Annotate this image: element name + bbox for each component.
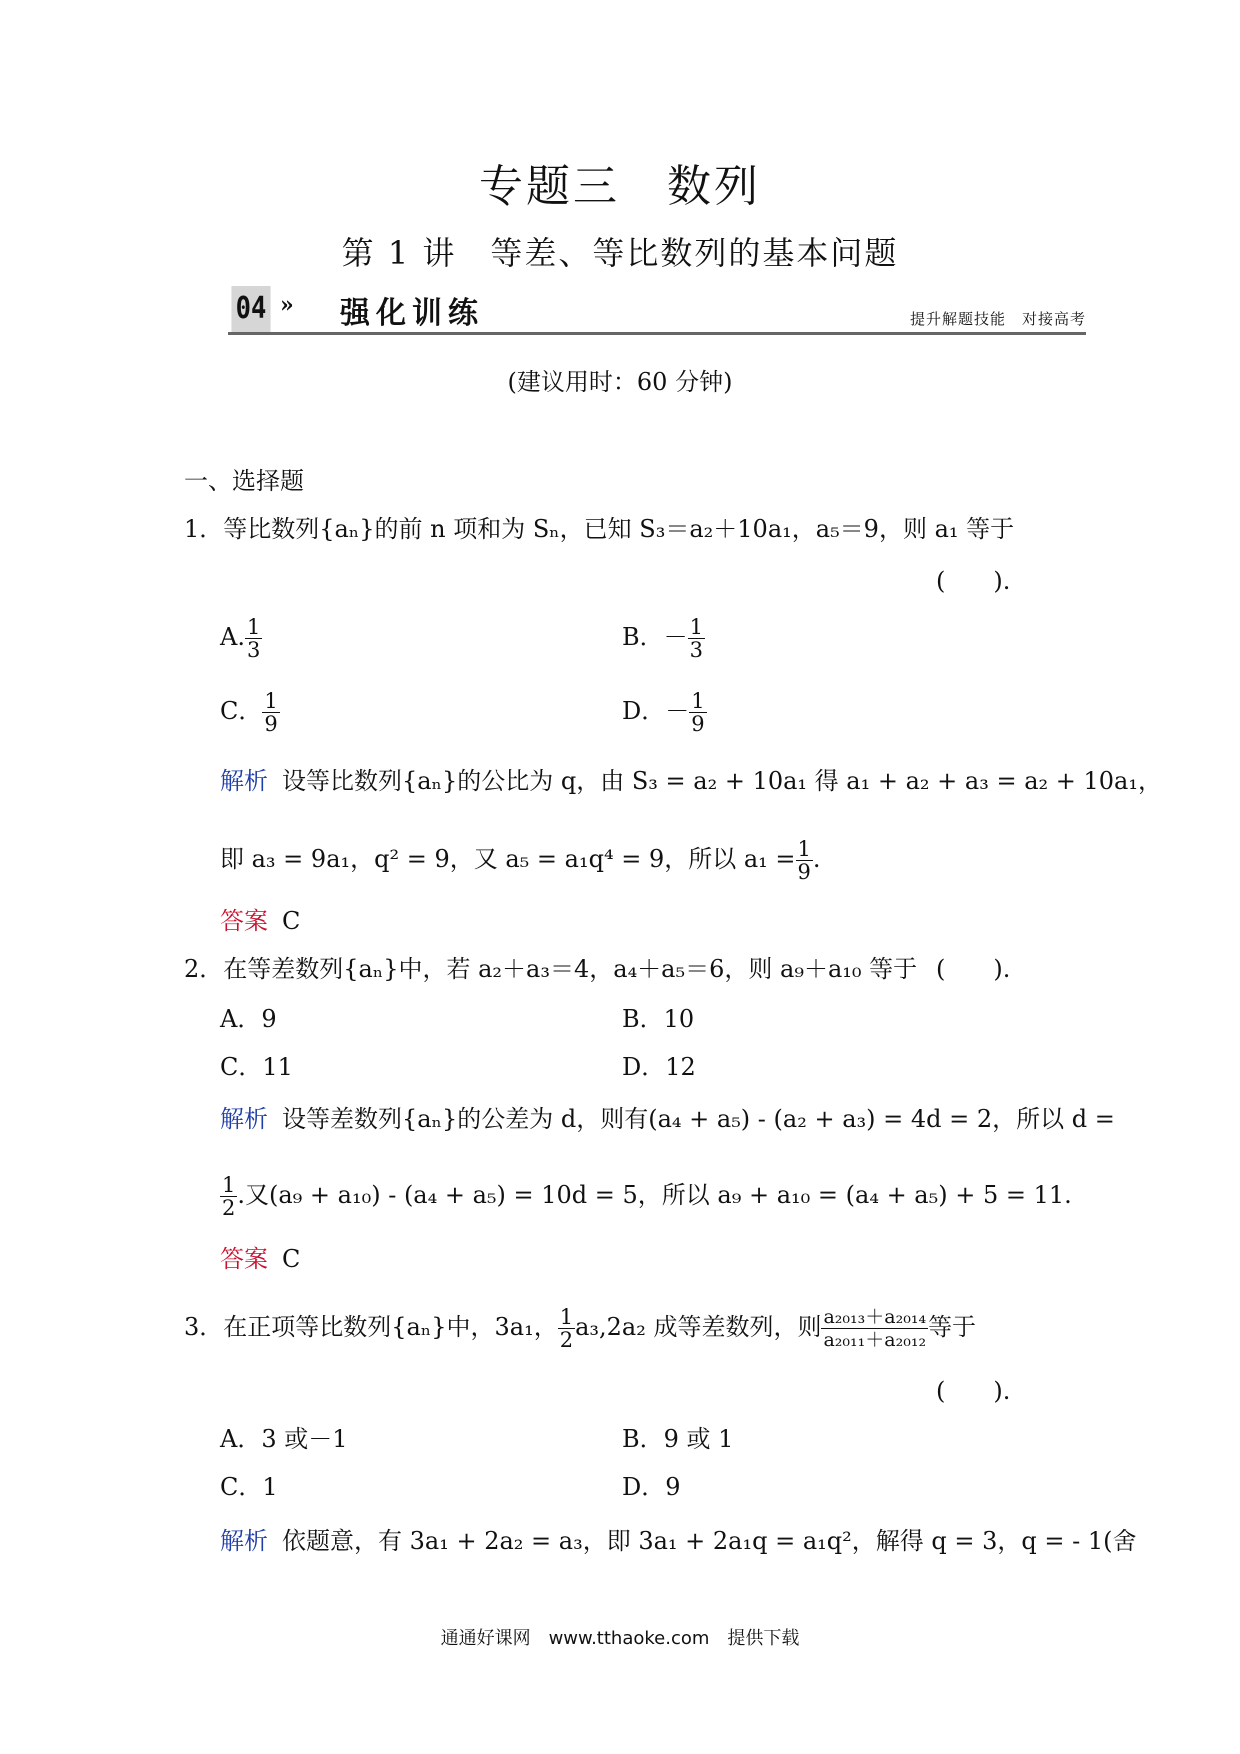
- q1-solution-text1: 设等比数列{aₙ}的公比为 q，由 S₃ = a₂ + 10a₁ 得 a₁ + a₂ + a₃ = a₂ + 10a₁，: [282, 767, 1162, 795]
- banner-badge: 04: [231, 286, 270, 332]
- q3-option-b: B．9 或 1: [622, 1425, 734, 1453]
- section-banner: [228, 286, 1086, 336]
- q1-solution-text2: 即 a₃ = 9a₁，q² = 9，又 a₅ = a₁q⁴ = 9，所以 a₁ =: [220, 845, 796, 873]
- q1-option-b-fraction: $\frac{1}{3}$: [689, 615, 704, 662]
- banner-title: 强化训练: [340, 296, 484, 331]
- q3-ratio-fraction: $\frac{\text{a₂₀₁₃＋a₂₀₁₄}}{\text{a₂₀₁₁＋a₂₀₁₂}}$: [823, 1306, 927, 1351]
- banner-arrow-icon: »: [280, 292, 294, 318]
- banner-rule: [228, 332, 1086, 335]
- q2-solution-fraction: $\frac{1}{2}$: [222, 1173, 236, 1220]
- q3-option-a: A．3 或－1: [220, 1425, 348, 1453]
- page-title: 专题三 数列: [479, 161, 761, 212]
- q1-option-c-fraction: $\frac{1}{9}$: [264, 689, 278, 736]
- q1-option-a-label: A.: [220, 623, 245, 651]
- q3-answer-paren: ( ).: [936, 1377, 1011, 1405]
- q1-answer-line: [220, 906, 300, 936]
- q1-solution-label: 解析: [220, 767, 268, 795]
- q2-option-a: A．9: [220, 1005, 277, 1033]
- q3-stem: 3．在正项等比数列{aₙ}中，3a₁， $\frac{1}{2}$ a₃,2a₂ 成等差数列，则 $\frac{\text{a₂₀₁₃＋a₂₀₁₄}}{\text{a₂₀₁₁＋a₂₀₁₂}}$ 等于: [184, 1305, 977, 1352]
- q1-option-d-fraction: $\frac{1}{9}$: [691, 689, 705, 736]
- section-heading: 一、选择题: [184, 467, 304, 495]
- banner-slogan: 提升解题技能 对接高考: [909, 310, 1086, 328]
- q2-solution-line2: [220, 1174, 1072, 1219]
- q3-option-d: D．9: [622, 1473, 681, 1501]
- lecture-title: 第 1 讲 等差、等比数列的基本问题: [341, 234, 899, 272]
- q2-answer-value: C: [282, 1245, 301, 1273]
- q2-answer-label: 答案: [220, 1245, 268, 1273]
- page-footer: 通通好课网 www.tthaoke.com 提供下载: [440, 1628, 800, 1649]
- q2-answer-line: [220, 1244, 300, 1274]
- q2-solution-line1: [220, 1104, 1115, 1134]
- q1-solution-line2: 即 a₃ = 9a₁，q² = 9，又 a₅ = a₁q⁴ = 9，所以 a₁ = $\frac{1}{9}$ .: [220, 837, 821, 884]
- q3-option-c: C．1: [220, 1473, 278, 1501]
- q2-stem: 2．在等差数列{aₙ}中，若 a₂＋a₃＝4，a₄＋a₅＝6，则 a₉＋a₁₀ 等于: [184, 955, 918, 983]
- q2-solution-label: 解析: [220, 1105, 268, 1133]
- q2-option-d: D．12: [622, 1053, 696, 1081]
- q1-option-c-label: C．: [220, 697, 263, 725]
- q3-solution-label: 解析: [220, 1527, 268, 1555]
- time-note: (建议用时：60 分钟): [507, 368, 733, 396]
- q2-option-c: C．11: [220, 1053, 293, 1081]
- q3-solution-line1: [220, 1526, 1136, 1556]
- q1-option-a-fraction: $\frac{1}{3}$: [246, 615, 261, 662]
- q1-solution-line1: [220, 766, 1162, 796]
- q1-answer-value: C: [282, 907, 301, 935]
- q1-answer-paren: ( ).: [936, 567, 1011, 595]
- q1-answer-label: 答案: [220, 907, 268, 935]
- q3-solution-text1: 依题意，有 3a₁ + 2a₂ = a₃，即 3a₁ + 2a₁q = a₁q²，解得 q = 3，q = - 1(舍: [282, 1527, 1137, 1555]
- q2-solution-text1: 设等差数列{aₙ}的公差为 d，则有(a₄ + a₅) - (a₂ + a₃) = 4d = 2，所以 d =: [282, 1105, 1115, 1133]
- q1-solution-fraction: $\frac{1}{9}$: [797, 837, 811, 884]
- q1-option-d-label: D．－: [622, 697, 690, 725]
- q1-option-d: [622, 690, 707, 735]
- q1-stem: 1．等比数列{aₙ}的前 n 项和为 Sₙ，已知 S₃＝a₂＋10a₁，a₅＝9，则 a₁ 等于: [184, 515, 1015, 543]
- q1-option-c: [220, 690, 280, 735]
- q2-answer-paren: ( ).: [936, 955, 1011, 983]
- q1-option-a: [220, 616, 262, 661]
- q2-solution-text2: .又(a₉ + a₁₀) - (a₄ + a₅) = 10d = 5，所以 a₉ + a₁₀ = (a₄ + a₅) + 5 = 11.: [237, 1181, 1072, 1209]
- q2-option-b: B．10: [622, 1005, 695, 1033]
- q1-option-b-label: B．－: [622, 623, 688, 651]
- q1-option-b: [622, 616, 705, 661]
- q3-stem-fraction: $\frac{1}{2}$: [559, 1305, 574, 1352]
